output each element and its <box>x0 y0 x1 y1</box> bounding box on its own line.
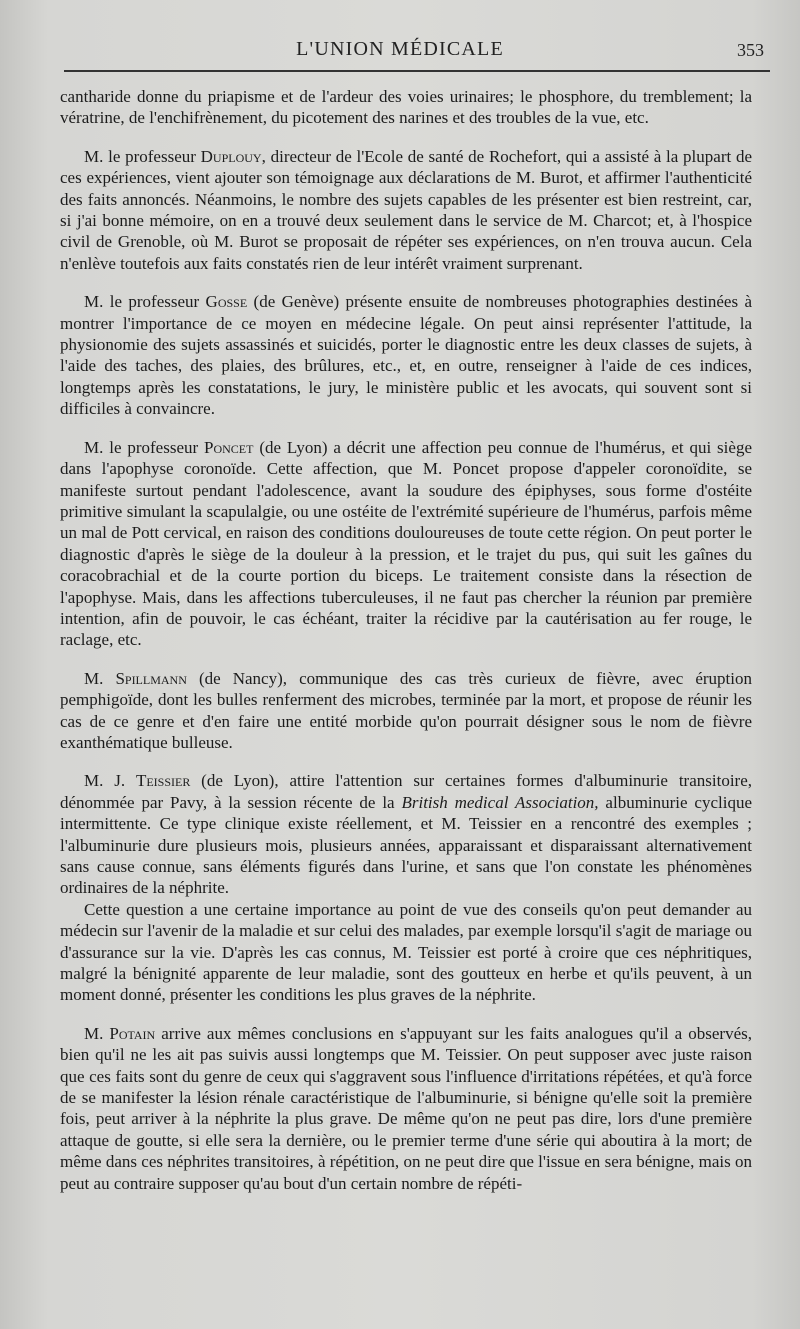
paragraph <box>60 899 752 1006</box>
article-body <box>60 86 752 1211</box>
page-header <box>0 32 800 66</box>
paragraph-text: (de Lyon), attire l'attention sur certaines formes d'albuminurie transitoire, dénommée par Pavy, à la session récente de la <box>60 771 752 812</box>
paragraph <box>60 668 752 754</box>
page-number: 353 <box>737 40 764 60</box>
author-name: Potain <box>109 1023 156 1043</box>
paragraph-text: M. le professeur <box>84 437 205 457</box>
author-name: Poncet <box>204 437 254 457</box>
paragraph-text: (de Lyon) a décrit une affection peu connue de l'humérus, et qui siège dans l'apophyse coronoïde. Cette affection, que M. Poncet propose d'appeler coronoïdite, se manifeste surtout pendant l'adolescence, avant la soudure des épiphyses, sous forme d'ostéite primitive simulant la scapulalgie, ou une ostéite de l'extrémité supérieure de l'humérus, parfois même un mal de Pott cervical, en raison des conditions douloureuses de toute cette région. On peut porter le diagnostic d'après le siège de la douleur à la pression, et le trajet du pus, qui suit les gaînes du coracobrachial et de la courte portion du biceps. Le traitement consiste dans la résection de l'apophyse. Mais, dans les affections tuberculeuses, il ne faut pas chercher la réunion par première intention, afin de pouvoir, le cas échéant, traiter la récidive par la cautérisation au fer rouge, le raclage, etc. <box>60 437 752 650</box>
paragraph <box>60 437 752 651</box>
paragraph <box>60 86 752 129</box>
paragraph <box>60 770 752 898</box>
paragraph-text: M. J. <box>84 771 136 791</box>
author-name: Gosse <box>205 292 248 312</box>
paragraph <box>60 291 752 419</box>
paragraph-text: , directeur de l'Ecole de santé de Rochefort, qui a assisté à la plupart de ces expériences, vient ajouter son témoignage aux déclarations de M. Burot, et affirmer l'authenticité des faits annoncés. Néanmoins, le nombre des sujets capables de les présenter est bien restreint, car, si j'ai bonne mémoire, on en a trouvé deux seulement dans le service de M. Charcot; et, à l'hospice civil de Grenoble, où M. Burot se proposait de répéter ses expériences, on n'en trouva aucun. Cela n'enlève toutefois aux faits constatés rien de leur intérêt vraiment surprenant. <box>60 146 752 273</box>
header-rule <box>64 70 770 72</box>
author-name: Teissier <box>135 771 191 791</box>
paragraph-text: M. <box>84 1023 110 1043</box>
paragraph-text: cantharide donne du priapisme et de l'ardeur des voies urinaires; le phosphore, du tremblement; la vératrine, de l'enchifrènement, du picotement des narines et des troubles de la vue, etc. <box>60 87 752 128</box>
running-title: L'UNION MÉDICALE <box>296 38 504 60</box>
author-name: Spillmann <box>115 668 187 688</box>
paragraph <box>60 146 752 274</box>
author-name: Duplouy <box>200 146 262 166</box>
paragraph-text: arrive aux mêmes conclusions en s'appuyant sur les faits analogues qu'il a observés, bien qu'il ne les ait pas suivis aussi longtemps que M. Teissier. On peut supposer avec juste raison que ces faits sont du genre de ceux qui s'aggravent sous l'influence d'irritations répétées, et qu'à force de se manifester la lésion rénale caractéristique de l'albuminurie, si bénigne qu'elle soit la première fois, peut arriver à la néphrite la plus grave. De même qu'on ne peut pas dire, lors d'une première attaque de goutte, si elle sera la dernière, ou le premier terme d'une série qui aboutira à la mort; de même dans ces néphrites transitoires, à répétition, on ne peut dire que l'issue en sera bénigne, mais on peut au contraire supposer qu'au bout d'un certain nombre de répéti- <box>60 1023 752 1193</box>
paragraph-text: M. le professeur <box>84 292 206 312</box>
paragraph-text: Cette question a une certaine importance au point de vue des conseils qu'on peut demander au médecin sur l'avenir de la maladie et sur celui des malades, par exemple lorsqu'il s'agit de mariage ou d'assurance sur la vie. D'après les cas connus, M. Teissier est porté à croire que ces néphritiques, malgré la bénignité apparente de leur maladie, sont des goutteux en herbe et qu'ils peuvent, à un moment donné, présenter les conditions les plus graves de la néphrite. <box>60 899 752 1005</box>
paragraph-text: (de Nancy), communique des cas très curieux de fièvre, avec éruption pemphigoïde, dont les bulles renferment des microbes, terminée par la mort, et propose de réunir les cas de ce genre et d'en faire une entité morbide qu'on pourrait désigner sous le nom de fièvre exanthématique bulleuse. <box>60 668 752 752</box>
paragraph-text: (de Genève) présente ensuite de nombreuses photographies destinées à montrer l'importance de ce moyen en médecine légale. On peut ainsi représenter l'attitude, la physionomie des sujets assassinés et suicidés, porter le diagnostic entre les deux classes de sujets, à l'aide des taches, des plaies, des brûlures, etc., et, en outre, renseigner à l'aide de ces indices, longtemps après les constatations, le jury, le ministère public et les avocats, qui souvent sont si difficiles à convaincre. <box>60 292 752 419</box>
paragraph-text: M. le professeur <box>84 146 201 166</box>
italic-text: British medical Association, <box>401 792 599 812</box>
paragraph-text: M. <box>84 668 116 688</box>
paragraph-text: albuminurie cyclique intermittente. Ce type clinique existe réellement, et M. Teissier en a rencontré des exemples ; l'albuminurie dure plusieurs mois, plusieurs années, apparaissant et disparaissant alternativement sans cause connue, sans éléments figurés dans l'urine, et sans que l'on constate les phénomènes ordinaires de la néphrite. <box>60 792 753 898</box>
paragraph <box>60 1023 752 1194</box>
